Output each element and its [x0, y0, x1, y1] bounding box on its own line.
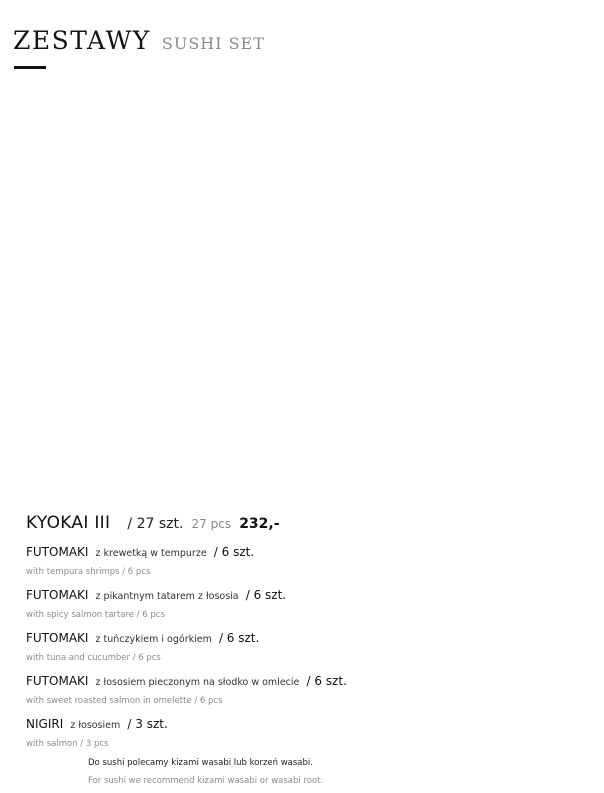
item-description: z krewetką w tempurze: [95, 548, 207, 559]
list-item: [26, 542, 586, 585]
item-english: with tuna and cucumber / 6 pcs: [26, 653, 161, 663]
set-count: / 27 szt.: [127, 516, 184, 532]
photo-placeholder: [0, 80, 604, 500]
set-heading: [26, 512, 280, 535]
page-title: ZESTAWY: [13, 26, 151, 55]
item-name: FUTOMAKI: [26, 631, 89, 645]
item-quantity: / 6 szt.: [218, 631, 260, 645]
page-header: [13, 26, 265, 55]
item-name: FUTOMAKI: [26, 588, 89, 602]
item-quantity: / 6 szt.: [306, 674, 347, 688]
set-name: KYOKAI III: [26, 513, 111, 533]
set-price: 232,-: [239, 516, 280, 532]
list-item: [26, 714, 586, 757]
item-english: with sweet roasted salmon in omelette / 6 pcs: [26, 696, 223, 706]
item-description: z łososiem: [70, 720, 121, 731]
list-item: [26, 671, 586, 714]
set-items-list: [26, 542, 586, 757]
item-description: z łososiem pieczonym na słodko w omlecie: [95, 677, 300, 688]
item-english: with spicy salmon tartare / 6 pcs: [26, 610, 165, 620]
list-item: [26, 628, 586, 671]
list-item: [26, 585, 586, 628]
item-name: FUTOMAKI: [26, 545, 89, 559]
note-english: For sushi we recommend kizami wasabi or wasabi root.: [88, 776, 324, 786]
item-description: z tuńczykiem i ogórkiem: [95, 634, 212, 645]
item-name: NIGIRI: [26, 717, 64, 731]
item-english: with salmon / 3 pcs: [26, 739, 109, 749]
set-pcs: 27 pcs: [191, 517, 232, 531]
page-subtitle: SUSHI SET: [161, 34, 265, 53]
title-underline: [14, 66, 46, 69]
item-description: z pikantnym tatarem z łososia: [95, 591, 239, 602]
item-quantity: / 6 szt.: [245, 588, 287, 602]
item-quantity: / 3 szt.: [127, 717, 168, 731]
item-name: FUTOMAKI: [26, 674, 89, 688]
item-english: with tempura shrimps / 6 pcs: [26, 567, 151, 577]
wasabi-note: [88, 756, 323, 788]
item-quantity: / 6 szt.: [213, 545, 255, 559]
note-polish: Do sushi polecamy kizami wasabi lub korzeń wasabi.: [88, 758, 313, 768]
